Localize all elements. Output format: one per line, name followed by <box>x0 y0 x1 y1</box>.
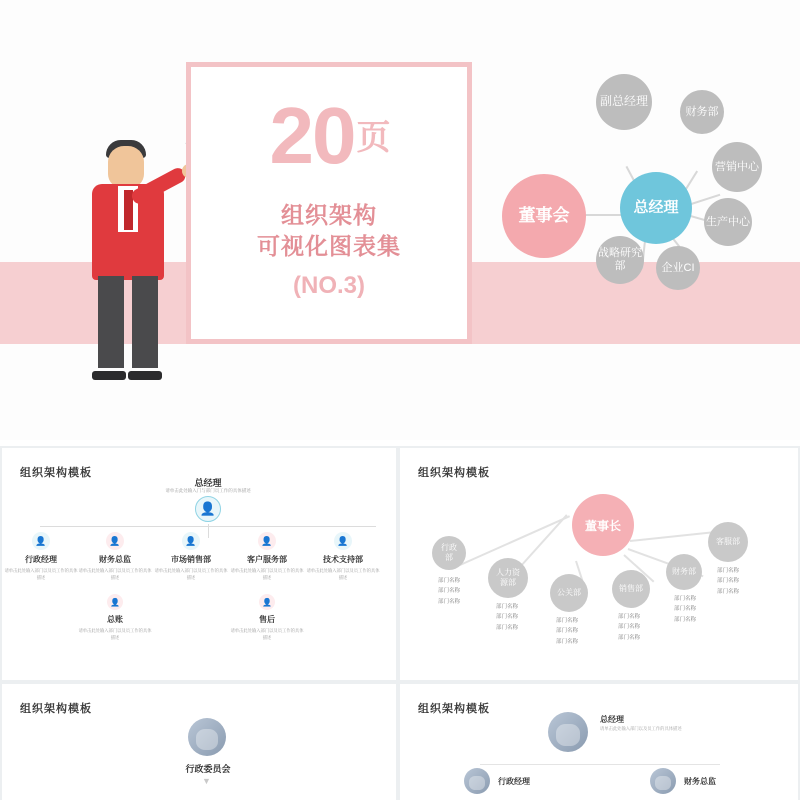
slide-1-col-4 <box>306 532 380 582</box>
slide-4-title: 组织架构模板 <box>418 703 490 715</box>
slide-1-col-3-name: 客户服务部 <box>247 555 287 564</box>
person-icon: 👤 <box>258 532 276 550</box>
node-corporate-ci: 企业CI <box>656 246 700 290</box>
photo-avatar <box>650 768 676 794</box>
figure-leg-left <box>98 276 124 368</box>
slide-2-node-2-items: 部门名称 部门名称 部门名称 <box>555 618 578 645</box>
slide-1-col-1 <box>78 532 152 582</box>
slide-2-node-4-items: 部门名称 部门名称 部门名称 <box>673 596 696 623</box>
slide-2-node-2: 公关部 <box>550 574 588 612</box>
connector <box>480 764 720 765</box>
slide-1-sub-1-desc: 请单击此处输入部门以及员工作的具体描述 <box>230 628 304 640</box>
slide-3-root-label: 行政委员会 <box>185 764 231 774</box>
figure-leg-right <box>132 276 158 368</box>
slide-1-col-2-desc: 请单击此处输入部门以及员工作的具体描述 <box>154 568 228 580</box>
slide-thumbnail-1[interactable] <box>2 448 396 680</box>
slide-1-root-desc: 请单击此处输入门与部门员工作的具体描述 <box>165 488 251 493</box>
slide-thumbnail-3[interactable] <box>2 684 396 800</box>
node-general-manager: 总经理 <box>620 172 692 244</box>
node-finance-dept: 财务部 <box>680 90 724 134</box>
page-title-line1: 组织架构 <box>281 202 377 228</box>
node-strategy-research: 战略研究部 <box>596 236 644 284</box>
slide-4-child-1: 财务总监 <box>684 777 716 786</box>
page-count-number: 20 <box>269 91 355 180</box>
slide-2-node-1: 人力资 源部 <box>488 558 528 598</box>
slide-1-col-4-desc: 请单击此处输入部门以及员工作的具体描述 <box>306 568 380 580</box>
slide-2-node-1-items: 部门名称 部门名称 部门名称 <box>495 604 518 631</box>
node-production-center: 生产中心 <box>704 198 752 246</box>
page-count-unit: 页 <box>356 119 389 157</box>
photo-avatar <box>464 768 490 794</box>
slide-1-sub-0-name: 总账 <box>107 615 123 624</box>
figure-head <box>108 146 144 188</box>
slide-thumbnail-4[interactable] <box>400 684 798 800</box>
page-title-line2: 可视化图表集 <box>257 233 401 259</box>
slide-1-sub-1 <box>230 594 304 642</box>
node-deputy-gm: 副总经理 <box>596 74 652 130</box>
slide-1-title: 组织架构模板 <box>20 467 92 479</box>
slide-2-root: 董事长 <box>572 494 634 556</box>
figure-legs <box>96 276 160 372</box>
person-icon: 👤 <box>106 532 124 550</box>
slide-4-child-0: 行政经理 <box>498 777 530 786</box>
connector <box>519 514 567 567</box>
person-icon: 👤 <box>107 594 123 610</box>
connector <box>40 526 376 527</box>
slide-4-root-desc: 请单击此处输入部门以及员工作的具体描述 <box>600 726 682 731</box>
presenter-illustration <box>78 140 198 400</box>
slide-1-col-3 <box>230 532 304 582</box>
slide-1-sub-0 <box>78 594 152 642</box>
figure-shoe-left <box>92 371 126 380</box>
page-title <box>186 200 472 262</box>
slide-1-col-2-name: 市场销售部 <box>171 555 211 564</box>
slide-1-col-0 <box>4 532 78 582</box>
person-icon: 👤 <box>32 532 50 550</box>
person-icon: 👤 <box>195 496 221 522</box>
slide-2-node-3-items: 部门名称 部门名称 部门名称 <box>617 614 640 641</box>
page-count <box>186 91 472 180</box>
slide-1-col-2 <box>154 532 228 582</box>
photo-avatar <box>548 712 588 752</box>
slide-3-title: 组织架构模板 <box>20 703 92 715</box>
slide-2-node-0: 行政 部 <box>432 536 466 570</box>
thumbnail-grid <box>0 446 800 800</box>
slide-1-col-0-name: 行政经理 <box>25 555 57 564</box>
slide-2-title: 组织架构模板 <box>418 467 490 479</box>
slide-2-node-5-items: 部门名称 部门名称 部门名称 <box>716 568 739 595</box>
person-icon: 👤 <box>334 532 352 550</box>
slide-2-node-5: 客服部 <box>708 522 748 562</box>
slide-1-col-1-name: 财务总监 <box>99 555 131 564</box>
slide-2-node-4: 财务部 <box>666 554 702 590</box>
figure-shoe-right <box>128 371 162 380</box>
slide-1-sub-0-desc: 请单击此处输入部门以及员工作的具体描述 <box>78 628 152 640</box>
hero-org-cluster <box>498 56 790 316</box>
slide-1-root-label: 总经理 <box>194 478 222 488</box>
slide-1-sub-1-name: 售后 <box>259 615 275 624</box>
page-subtitle: (NO.3) <box>293 272 365 299</box>
slide-4-root-label: 总经理 <box>600 715 624 724</box>
chevron-down-icon: ▼ <box>202 776 211 786</box>
photo-avatar <box>188 718 226 756</box>
slide-1-col-0-desc: 请单击此处输入部门以及员工作的具体描述 <box>4 568 78 580</box>
node-marketing-center: 营销中心 <box>712 142 762 192</box>
slide-thumbnail-2[interactable] <box>400 448 798 680</box>
slide-2-node-0-items: 部门名称 部门名称 部门名称 <box>437 578 460 605</box>
person-icon: 👤 <box>259 594 275 610</box>
slide-1-col-1-desc: 请单击此处输入部门以及员工作的具体描述 <box>78 568 152 580</box>
person-icon: 👤 <box>182 532 200 550</box>
slide-1-col-3-desc: 请单击此处输入部门以及员工作的具体描述 <box>230 568 304 580</box>
slide-2-node-3: 销售部 <box>612 570 650 608</box>
node-board: 董事会 <box>502 174 586 258</box>
slide-1-col-4-name: 技术支持部 <box>323 555 363 564</box>
